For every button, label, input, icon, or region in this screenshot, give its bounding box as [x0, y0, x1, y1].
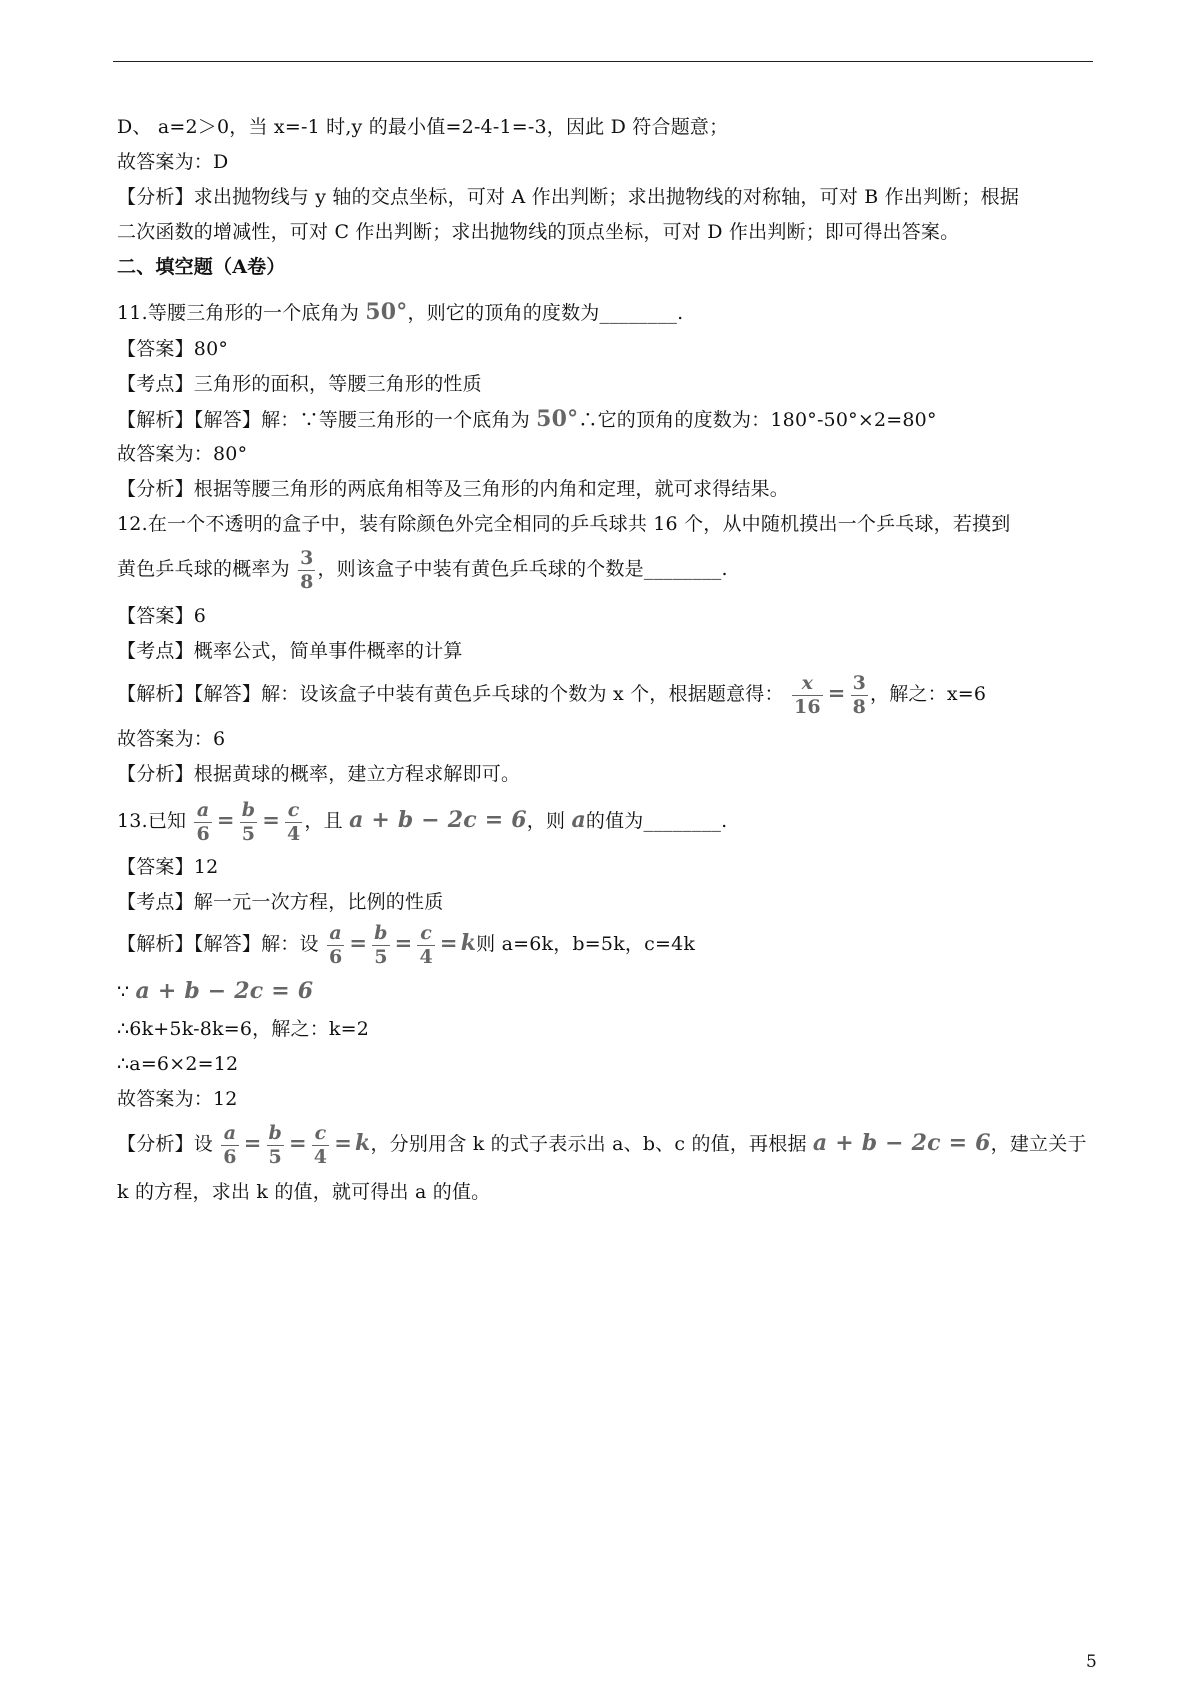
q13-fenxi-fraction-c [312, 1121, 329, 1168]
q12-stem-text-a: 黄色乒乓球的概率为 [117, 558, 290, 580]
q13-step-1: ∴6k+5k-8k=6，解之：k=2 [117, 1018, 370, 1040]
q13-jiexi-frac-a-den: 6 [328, 945, 343, 968]
q13-fenxi-frac-c-den: 4 [313, 1145, 328, 1168]
header-rule [113, 61, 1093, 62]
q12-eq-left-denominator: 16 [793, 695, 821, 718]
q13-stem-text-c: ，则 [526, 810, 566, 832]
q11-jiexi-text-b: ∴它的顶角的度数为：180°-50°×2=80° [578, 409, 937, 431]
prev-analysis-line-2: 二次函数的增减性，可对 C 作出判断；求出抛物线的顶点坐标，可对 D 作出判断；即可得出答案。 [117, 221, 960, 243]
q13-jiexi-frac-b-num: b [374, 921, 388, 944]
q13-fenxi-eq-1: = [243, 1130, 262, 1155]
q12-jiexi [117, 670, 986, 717]
page-number: 5 [1086, 1652, 1097, 1672]
q13-fenxi-frac-a-den: 6 [223, 1145, 237, 1168]
q11-stem [117, 300, 683, 325]
q13-jiexi-eq-3: = [439, 930, 458, 955]
q13-step-2: ∴a=6×2=12 [117, 1053, 239, 1075]
q13-frac-a-den: 6 [196, 822, 210, 845]
q13-stem-text-b: ，且 [304, 810, 343, 832]
q13-frac-b-num: b [241, 798, 256, 821]
q13-fenxi-fraction-a [221, 1121, 238, 1168]
q11-jiexi-angle-formula: 50° [536, 406, 579, 432]
q13-fenxi-line-1 [117, 1120, 1087, 1167]
q12-stem-line-1: 12.在一个不透明的盒子中，装有除颜色外完全相同的乒乓球共 16 个，从中随机摸出一个乒乓球，若摸到 [117, 513, 1011, 535]
section-title: 二、填空题（A卷） [117, 256, 286, 278]
q13-fenxi-k: k [355, 1130, 371, 1156]
q13-frac-c-den: 4 [286, 822, 301, 845]
q13-fenxi-fraction-b [266, 1121, 284, 1168]
q13-fraction-b [240, 798, 258, 845]
q12-eq-right-denominator: 8 [852, 695, 867, 718]
q13-fraction-c [285, 798, 302, 845]
q13-jiexi-frac-c-den: 4 [419, 945, 433, 968]
q12-eq-right-numerator: 3 [852, 671, 867, 694]
q13-fenxi-text-c: ，建立关于 [990, 1133, 1087, 1155]
q13-jiexi-eq-1: = [349, 930, 368, 955]
q12-stem-line-2 [117, 546, 728, 592]
q12-eq-sign: = [827, 680, 846, 705]
q12-eq-left-numerator: x [801, 671, 814, 694]
q11-final: 故答案为：80° [117, 443, 248, 465]
q13-jiexi-frac-a-num: a [329, 921, 342, 944]
q11-answer: 【答案】80° [117, 338, 229, 360]
q13-eq-sign-2: = [262, 807, 280, 832]
q13-kaodian: 【考点】解一元一次方程，比例的性质 [117, 891, 444, 913]
q12-eq-left-fraction [792, 671, 823, 718]
q13-jiexi-k: k [460, 930, 477, 956]
q11-fenxi: 【分析】根据等腰三角形的两底角相等及三角形的内角和定理，就可求得结果。 [117, 478, 790, 500]
q13-because [117, 979, 313, 1004]
q13-fenxi-frac-c-num: c [314, 1121, 327, 1144]
q12-stem-text-b: ，则该盒子中装有黄色乒乓球的个数是________. [317, 558, 728, 580]
q11-angle-formula: 50° [365, 299, 408, 325]
q13-jiexi-text-a: 【解析】【解答】解：设 [117, 933, 319, 955]
q13-fenxi-eq-2: = [288, 1130, 307, 1155]
q13-jiexi-frac-b-den: 5 [374, 945, 388, 968]
q12-fenxi: 【分析】根据黄球的概率，建立方程求解即可。 [117, 763, 521, 785]
q13-fenxi-text-b: ，分别用含 k 的式子表示出 a、b、c 的值，再根据 [370, 1133, 807, 1155]
q13-eq-sign-1: = [216, 807, 235, 832]
q11-jiexi-text-a: 【解析】【解答】解：∵等腰三角形的一个底角为 [117, 409, 530, 431]
q13-var-a: a [571, 807, 586, 833]
q13-jiexi [117, 920, 695, 967]
q13-jiexi-fraction-c [417, 921, 434, 968]
q13-final: 故答案为：12 [117, 1088, 238, 1110]
q12-answer: 【答案】6 [117, 605, 207, 627]
q12-eq-right-fraction [851, 671, 868, 718]
q13-fenxi-line-2: k 的方程，求出 k 的值，就可得出 a 的值。 [117, 1181, 491, 1203]
q13-fenxi-frac-b-num: b [268, 1121, 282, 1144]
q13-stem-text-a: 13.已知 [117, 810, 187, 832]
q13-answer: 【答案】12 [117, 856, 219, 878]
q13-fenxi-text-a: 【分析】设 [117, 1133, 214, 1155]
prev-option-d: D、 a=2＞0，当 x=-1 时,y 的最小值=2-4-1=-3，因此 D 符合题意； [117, 116, 729, 138]
q13-frac-c-num: c [287, 798, 300, 821]
q13-fenxi-condition-formula: a + b − 2c = 6 [812, 1130, 991, 1156]
q13-fenxi-frac-a-num: a [223, 1121, 237, 1144]
q11-stem-text-b: ，则它的顶角的度数为________. [407, 302, 684, 324]
q13-jiexi-text-b: 则 a=6k，b=5k，c=4k [476, 933, 696, 955]
prev-answer: 故答案为：D [117, 151, 229, 173]
q12-kaodian: 【考点】概率公式，简单事件概率的计算 [117, 640, 463, 662]
q12-probability-fraction [298, 546, 315, 593]
q11-kaodian: 【考点】三角形的面积，等腰三角形的性质 [117, 373, 482, 395]
prev-analysis-line-1: 【分析】求出抛物线与 y 轴的交点坐标，可对 A 作出判断；求出抛物线的对称轴，可对 B 作出判断；根据 [117, 186, 1020, 208]
q13-fraction-a [194, 798, 211, 845]
q13-jiexi-frac-c-num: c [420, 921, 433, 944]
q12-final: 故答案为：6 [117, 728, 226, 750]
q12-jiexi-text-b: ，解之：x=6 [870, 683, 987, 705]
q13-jiexi-fraction-b [372, 921, 390, 968]
q12-prob-numerator: 3 [300, 546, 314, 569]
q12-prob-denominator: 8 [300, 570, 314, 593]
q13-frac-a-num: a [196, 798, 210, 821]
q13-jiexi-eq-2: = [394, 930, 413, 955]
q11-jiexi [117, 407, 937, 432]
q13-because-symbol: ∵ [117, 981, 130, 1003]
q11-stem-text-a: 11.等腰三角形的一个底角为 [117, 302, 360, 324]
q13-stem-text-d: 的值为________. [585, 810, 728, 832]
q12-jiexi-text-a: 【解析】【解答】解：设该盒子中装有黄色乒乓球的个数为 x 个，根据题意得： [117, 683, 784, 705]
q13-frac-b-den: 5 [241, 822, 256, 845]
q13-stem [117, 797, 727, 844]
q13-fenxi-eq-3: = [334, 1130, 352, 1155]
q13-because-formula: a + b − 2c = 6 [135, 978, 314, 1004]
q13-fenxi-frac-b-den: 5 [268, 1145, 282, 1168]
q13-jiexi-fraction-a [327, 921, 344, 968]
q13-condition-formula: a + b − 2c = 6 [349, 807, 527, 833]
